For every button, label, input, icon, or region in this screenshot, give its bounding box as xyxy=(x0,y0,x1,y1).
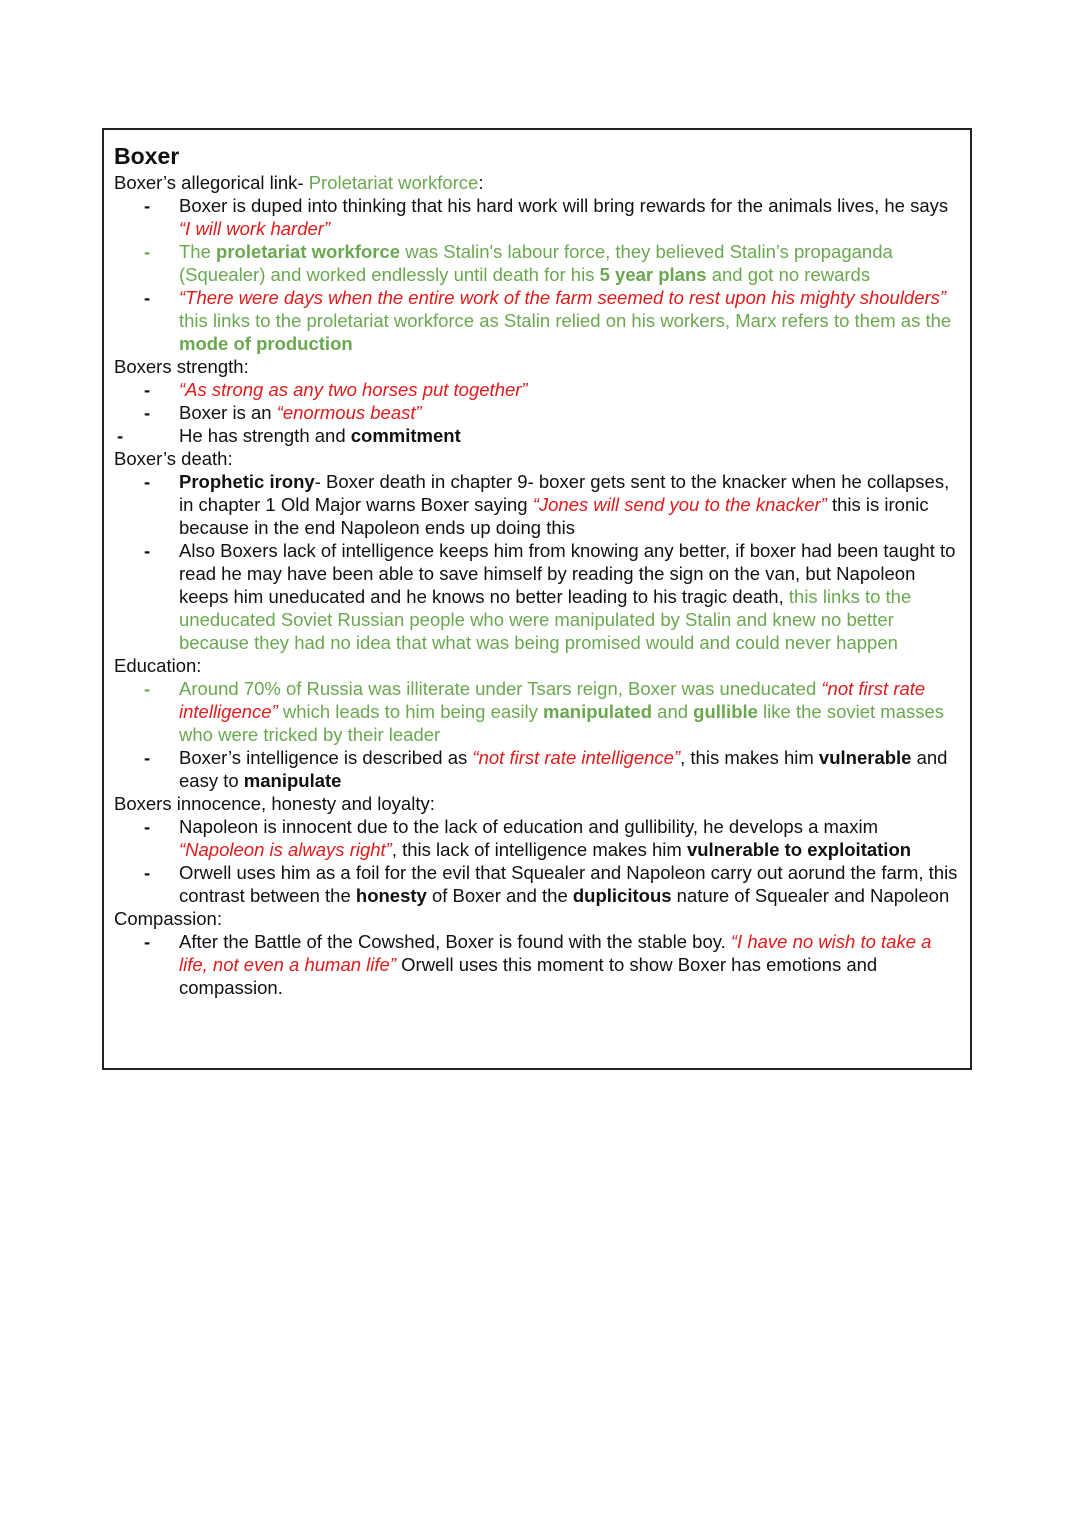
dash-bullet-icon: - xyxy=(144,195,151,216)
section-heading xyxy=(114,907,962,930)
text-segment: “not first rate intelligence” xyxy=(472,747,681,768)
notes-content xyxy=(114,171,962,999)
bullet-item xyxy=(114,378,962,401)
section-heading xyxy=(114,171,962,194)
dash-bullet-icon: - xyxy=(144,287,151,308)
text-segment: After the Battle of the Cowshed, Boxer is found with the stable boy. xyxy=(179,931,731,952)
text-segment: Compassion: xyxy=(114,908,222,929)
text-segment: “enormous beast” xyxy=(276,402,422,423)
text-segment: Education: xyxy=(114,655,202,676)
bullet-item xyxy=(114,677,962,746)
dash-bullet-icon: - xyxy=(144,862,151,883)
page-title: Boxer xyxy=(114,143,180,169)
bullet-item xyxy=(114,194,962,240)
text-segment: : xyxy=(478,172,484,193)
section-heading xyxy=(114,355,962,378)
text-segment: this is ironic because in the end Napoleon ends up doing this xyxy=(179,494,929,538)
text-segment: vulnerable to exploitation xyxy=(686,839,912,860)
text-segment: manipulated xyxy=(543,701,653,722)
section-heading xyxy=(114,792,962,815)
text-segment: Orwell uses this moment to show Boxer has emotions and compassion. xyxy=(179,954,878,998)
text-segment: Boxer’s intelligence is described as xyxy=(179,747,473,768)
text-segment: Prophetic irony xyxy=(179,471,315,492)
section-heading xyxy=(114,447,962,470)
dash-bullet-icon: - xyxy=(144,816,151,837)
text-segment: like the soviet masses who were tricked by their leader xyxy=(179,701,945,745)
text-segment: this links to the proletariat workforce as Stalin relied on his workers, Marx refers to them as the xyxy=(179,310,952,331)
dash-bullet-icon: - xyxy=(144,402,151,423)
bullet-item xyxy=(114,286,962,355)
text-segment: Boxer’s death: xyxy=(114,448,233,469)
text-segment: He has strength and xyxy=(179,425,351,446)
text-segment: and easy to xyxy=(179,747,948,791)
text-segment: “I will work harder” xyxy=(179,218,331,239)
text-segment: 5 year plans xyxy=(599,264,707,285)
text-segment: , this makes him xyxy=(680,747,819,768)
text-segment: which leads to him being easily xyxy=(277,701,544,722)
text-segment: - Boxer death in chapter 9- boxer gets sent to the knacker when he collapses, in chapter 1 Old Major warns Boxer saying xyxy=(179,471,950,515)
text-segment: , this lack of intelligence makes him xyxy=(391,839,687,860)
text-segment: this links to the uneducated Soviet Russian people who were manipulated by Stalin and knew no better because they had no idea that what was being promised would and could never happen xyxy=(179,586,912,653)
text-segment: of Boxer and the xyxy=(426,885,573,906)
text-segment: The xyxy=(179,241,217,262)
text-segment: Around 70% of Russia was illiterate under Tsars reign, Boxer was uneducated xyxy=(179,678,822,699)
text-segment: “Napoleon is always right” xyxy=(179,839,392,860)
text-segment: Also Boxers lack of intelligence keeps him from knowing any better, if boxer had been taught to read he may have been able to save himself by reading the sign on the van, but Napoleon keeps him uneducated and he knows no better leading to his tragic death, xyxy=(179,540,956,607)
text-segment: Boxer is an xyxy=(179,402,277,423)
text-segment: gullible xyxy=(693,701,758,722)
text-segment: “not first rate intelligence” xyxy=(179,678,926,722)
text-segment: “There were days when the entire work of the farm seemed to rest upon his mighty shoulders” xyxy=(179,287,947,308)
bullet-item xyxy=(114,470,962,539)
text-segment: commitment xyxy=(350,425,461,446)
text-segment: was Stalin's labour force, they believed Stalin’s propaganda (Squealer) and worked endlessly until death for his xyxy=(179,241,893,285)
dash-bullet-icon: - xyxy=(144,471,151,492)
dash-bullet-icon: - xyxy=(144,241,151,262)
bullet-item xyxy=(114,240,962,286)
section-heading xyxy=(114,654,962,677)
text-segment: Orwell uses him as a foil for the evil that Squealer and Napoleon carry out aorund the farm, this contrast between the xyxy=(179,862,958,906)
bullet-item xyxy=(114,424,962,447)
bullet-item xyxy=(114,930,962,999)
bullet-item xyxy=(114,746,962,792)
text-segment: Napoleon is innocent due to the lack of education and gullibility, he develops a maxim xyxy=(179,816,878,837)
text-segment: and got no rewards xyxy=(706,264,871,285)
text-segment: Boxers strength: xyxy=(114,356,249,377)
dash-bullet-icon: - xyxy=(144,540,151,561)
bullet-item xyxy=(114,539,962,654)
bullet-item xyxy=(114,815,962,861)
text-segment: and xyxy=(652,701,694,722)
text-segment: Boxer’s allegorical link- xyxy=(114,172,309,193)
text-segment: “Jones will send you to the knacker” xyxy=(532,494,827,515)
text-segment: mode of production xyxy=(179,333,353,354)
text-segment: honesty xyxy=(355,885,427,906)
text-segment: duplicitous xyxy=(572,885,672,906)
text-segment: vulnerable xyxy=(818,747,912,768)
text-segment: Boxers innocence, honesty and loyalty: xyxy=(114,793,435,814)
dash-bullet-icon: - xyxy=(144,678,151,699)
text-segment: nature of Squealer and Napoleon xyxy=(671,885,950,906)
text-segment: manipulate xyxy=(243,770,342,791)
text-segment: proletariat workforce xyxy=(216,241,401,262)
bullet-item xyxy=(114,401,962,424)
dash-bullet-icon: - xyxy=(144,931,151,952)
bullet-item xyxy=(114,861,962,907)
dash-bullet-icon: - xyxy=(144,379,151,400)
notes-box xyxy=(102,128,972,1070)
text-segment: “As strong as any two horses put together” xyxy=(179,379,528,400)
text-segment: Boxer is duped into thinking that his hard work will bring rewards for the animals lives, he says xyxy=(179,195,949,216)
dash-bullet-icon: - xyxy=(144,747,151,768)
dash-bullet-icon: - xyxy=(117,425,124,446)
text-segment: “I have no wish to take a life, not even a human life” xyxy=(179,931,932,975)
text-segment: Proletariat workforce xyxy=(308,172,479,193)
